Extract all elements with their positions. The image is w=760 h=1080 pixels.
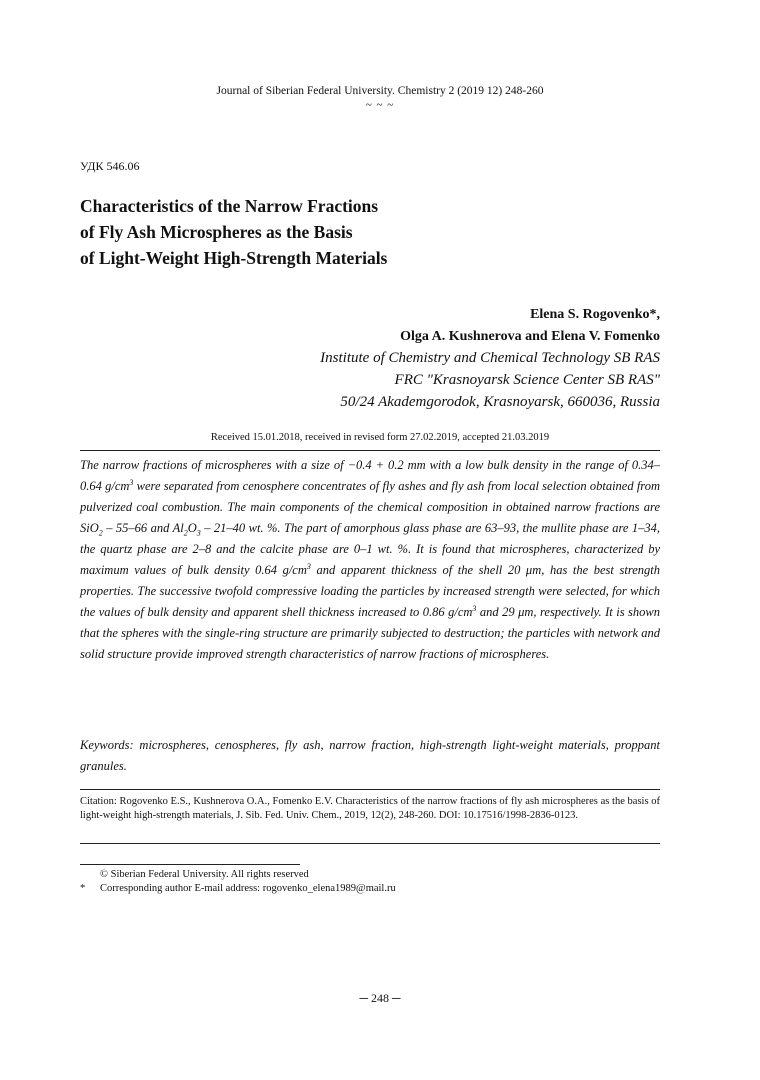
abstract-text: and apparent thickness of the shell 20 μm, has the best strength properties. The successive twofold compressive loading the particles by increased strength were selected, for which the values of bulk density and apparent shell thickness increased to 0.86 g/cm: [80, 563, 660, 619]
journal-header: Journal of Siberian Federal University. Chemistry 2 (2019 12) 248-260: [216, 85, 544, 97]
superscript: 3: [129, 477, 134, 487]
subscript: 3: [196, 528, 201, 538]
copyright-note: [80, 868, 309, 882]
title-line-3: of Light-Weight High-Strength Materials: [80, 248, 388, 268]
footnote-star: *: [80, 883, 86, 894]
authors: [400, 304, 660, 348]
divider-citation-top: [80, 789, 660, 790]
divider-top: [80, 450, 660, 451]
title-line-1: Characteristics of the Narrow Fractions: [80, 196, 379, 216]
affiliation: [320, 347, 660, 413]
corresponding-author-note: [80, 882, 396, 896]
header-ornament: ~ ~ ~: [365, 99, 395, 111]
divider-citation-bottom: [80, 843, 660, 844]
copyright-text: © Siberian Federal University. All rights reserved: [100, 869, 309, 880]
affiliation-line-3: 50/24 Akademgorodok, Krasnoyarsk, 660036, Russia: [340, 394, 660, 410]
affiliation-line-2: FRC "Krasnoyarsk Science Center SB RAS": [394, 372, 660, 388]
abstract: [80, 455, 660, 665]
corresponding-text: Corresponding author E-mail address: rogovenko_elena1989@mail.ru: [100, 883, 396, 894]
authors-line-1: Elena S. Rogovenko*,: [530, 307, 660, 322]
udk-code: УДК 546.06: [80, 159, 140, 173]
title-line-2: of Fly Ash Microspheres as the Basis: [80, 222, 353, 242]
paper-title: [80, 193, 387, 271]
subscript: 2: [183, 528, 188, 538]
abstract-text: – 21–40 wt. %. The part of amorphous glass phase are 63–93, the mullite phase are 1–34, the quartz phase are 2–8 and the calcite phase are 0–1 wt. %. It is found that microspheres, characterized by maximum values of bulk density 0.64 g/cm: [80, 521, 660, 577]
citation: Citation: Rogovenko E.S., Kushnerova O.A., Fomenko E.V. Characteristics of the narrow fractions of fly ash microspheres as the basis of light-weight high-strength materials, J. Sib. Fed. Univ. Chem., 2019, 12(2), 248-260. DOI: 10.17516/1998-2836-0123.: [80, 796, 660, 821]
abstract-text: were separated from cenosphere concentrates of fly ashes and fly ash from local selection obtained from pulverized coal combustion. The main components of the chemical composition in obtained narrow fractions are SiO: [80, 479, 660, 535]
abstract-text: and 29 μm, respectively. It is shown that the spheres with the single-ring structure are primarily subjected to destruction; the particles with network and solid structure provide improved strength characteristics of narrow fractions of microspheres.: [80, 605, 660, 661]
page-number: ─ 248 ─: [359, 991, 401, 1005]
authors-line-2: Olga A. Kushnerova and Elena V. Fomenko: [400, 329, 660, 344]
subscript: 2: [98, 528, 103, 538]
superscript: 3: [472, 603, 477, 613]
footnote-rule: [80, 864, 300, 865]
superscript: 3: [306, 561, 311, 571]
affiliation-line-1: Institute of Chemistry and Chemical Technology SB RAS: [320, 350, 660, 366]
received-dates: Received 15.01.2018, received in revised form 27.02.2019, accepted 21.03.2019: [210, 432, 550, 443]
keywords: Keywords: microspheres, cenospheres, fly ash, narrow fraction, high-strength light-weight materials, proppant granules.: [80, 738, 660, 773]
abstract-text: The narrow fractions of microspheres with a size of −0.4 + 0.2 mm with a low bulk density in the range of 0.34–0.64 g/cm: [80, 458, 660, 493]
abstract-text: – 55–66 and Al: [102, 521, 184, 535]
abstract-text: O: [187, 521, 197, 535]
